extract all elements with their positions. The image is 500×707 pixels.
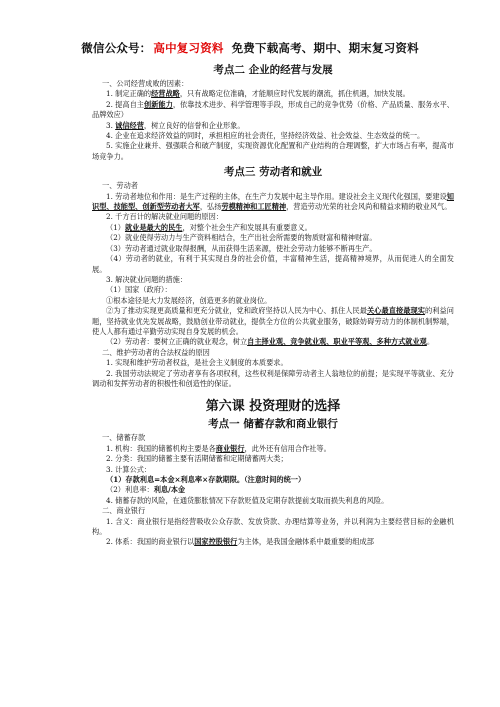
section-title-2: 考点二 企业的经营与发展: [213, 64, 333, 76]
keyword: 自主择业观、竞争就业观、职业平等观、多种方式就业观: [247, 337, 427, 347]
keyword: 知识型、技能型、创新型劳动者大军: [92, 191, 454, 212]
paragraph: 4. 企业在追求经济效益的同时，承担相应的社会责任，坚持经济效益、社会效益、生态效益的统一。: [106, 131, 425, 141]
paragraph: 4. 储蓄存款的风险，在通货膨胀情况下存款贬值及定期存款提前支取而损失利息的风险。: [106, 495, 389, 505]
keyword: 国家控股银行: [194, 537, 238, 547]
heading-line: 二、维护劳动者的合法权益的原因: [102, 347, 210, 357]
keyword: 经营战略: [151, 89, 180, 99]
heading-line: 二、商业银行: [102, 506, 146, 516]
keyword: 诚信经营: [115, 120, 144, 130]
lesson-subtitle: 考点一 储蓄存款和商业银行: [208, 418, 338, 431]
section-title-3: 考点三 劳动者和就业: [223, 166, 323, 179]
document-body: [92, 60, 454, 548]
keyword: 商业银行: [215, 443, 245, 453]
heading-line: 一、劳动者: [102, 181, 138, 191]
paragraph: 3. 计算公式：: [106, 464, 152, 474]
heading-line: 一、公司经营成败的因素：: [102, 79, 189, 88]
keyword: 关心最直接最现实: [367, 306, 426, 316]
paragraph: 5. 实施企业兼并、强强联合和破产制度，实现资源优化配置和产业结构的合理调整，扩大市场占有率，提高市场竞争力。: [92, 141, 454, 161]
paragraph: （2）劳动者：要树立正确的就业观念，树立自主择业观、竞争就业观、职业平等观、多种方式就业观。: [106, 337, 435, 347]
keyword: 创新能力: [144, 99, 173, 109]
paragraph: 1. 机构：我国的储蓄机构主要是各商业银行，此外还有信用合作社等。: [106, 443, 331, 453]
paragraph: ②为了推动实现更高质量和更充分就业，党和政府坚持以人民为中心、抓住人民最关心最直接最现实的利益问题，坚持就业优先发展战略，鼓励创业带动就业，提供全方位的公共就业服务，破除妨碍劳动力的体制机制弊端，使人人都有通过辛勤劳动实现自身发展的机会。: [92, 306, 454, 336]
formula: （1）存款利息=本金×利息率×存款期限。（注意时间的统一）: [106, 475, 306, 484]
paragraph: 3. 解决就业问题的措施：: [106, 274, 188, 284]
keyword: 就业是最大的民生: [124, 222, 183, 232]
keyword: 劳模精神和工匠精神: [221, 202, 287, 212]
paragraph: 1. 含义：商业银行是指经营吸收公众存款、发放贷款、办理结算等业务，并以利润为主要经营目标的金融机构。: [92, 516, 454, 537]
paragraph: ①根本途径是大力发展经济，创造更多的就业岗位。: [106, 295, 272, 305]
paragraph: （3）劳动者通过就业取得报酬，从而获得生活来源，使社会劳动力能够不断再生产。: [106, 243, 377, 253]
paragraph: 1. 制定正确的经营战略，只有战略定位准确，才能顺应时代发展的潮流，抓住机遇，加快发展。: [106, 89, 410, 99]
paragraph: 2. 千方百计的解决就业问题的原因：: [106, 212, 223, 222]
paragraph: 3. 诚信经营，树立良好的信誉和企业形象。: [106, 120, 245, 130]
paragraph: （2）利息率：利息/本金: [106, 485, 186, 495]
keyword: 利息/本金: [153, 485, 186, 495]
heading-line: 一、储蓄存款: [102, 433, 146, 443]
paragraph: 2. 体系：我国的商业银行以国家控股银行为主体，是我国金融体系中最重要的组成部: [106, 537, 374, 547]
paragraph: 2. 分类：我国的储蓄主要有活期储蓄和定期储蓄两大类；: [106, 454, 288, 464]
lesson-title: 第六课 投资理财的选择: [205, 399, 341, 415]
header-banner: [0, 40, 500, 56]
paragraph: 1. 劳动者地位和作用：是生产过程的主体，在生产力发展中起主导作用。建设社会主义现代化强国，要建设知识型、技能型、创新型劳动者大军，弘扬劳模精神和工匠精神，营造劳动光荣的社会风尚和精益求精的敬业风气。: [92, 191, 454, 212]
paragraph: （2）就业使得劳动力与生产资料相结合，生产出社会所需要的物质财富和精神财富。: [106, 233, 377, 243]
paragraph: 1. 实现和维护劳动者权益，是社会主义制度的本质要求。: [106, 358, 288, 368]
banner-account-label: 微信公众号：: [81, 41, 152, 55]
paragraph: 2. 我国劳动法规定了劳动者享有各项权利，这些权利是保障劳动者主人翁地位的前提；是实现平等就业、充分调动和发挥劳动者的积极性和创造性的保证。: [92, 368, 454, 388]
banner-slogan: 免费下载高考、期中、期末复习资料: [231, 41, 419, 55]
paragraph: （1）国家（政府）：: [106, 285, 172, 295]
paragraph: （1）就业是最大的民生，对整个社会生产和发展具有重要意义。: [106, 222, 312, 232]
paragraph: （4）劳动者的就业，有利于其实现自身的社会价值，丰富精神生活，提高精神境界，从而促进人的全面发展。: [92, 254, 454, 274]
banner-account-name: 高中复习资料: [153, 41, 224, 55]
paragraph: 2. 提高自主创新能力，依靠技术进步、科学管理等手段，形成自己的竞争优势（价格、产品质量、服务水平、品牌效应）: [92, 99, 454, 120]
